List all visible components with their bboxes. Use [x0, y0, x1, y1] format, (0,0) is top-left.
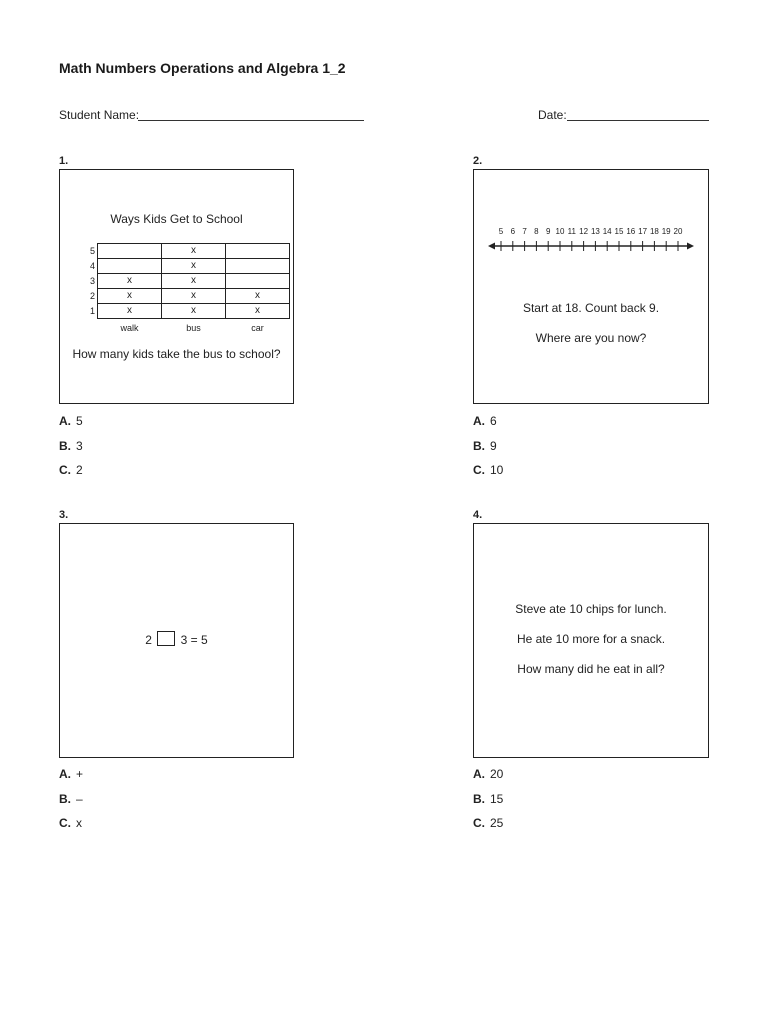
question-2-line-1: Start at 18. Count back 9. [522, 301, 660, 315]
graph-title: Ways Kids Get to School [110, 212, 243, 226]
pictograph-cell: x [98, 304, 162, 319]
pictograph-cell: x [162, 304, 226, 319]
number-line-label: 12 [579, 227, 589, 236]
q2-option-a[interactable]: A. 6 [473, 414, 497, 428]
date-label: Date: [538, 108, 567, 122]
pictograph-cell [226, 244, 290, 259]
operator-blank-box[interactable] [157, 631, 175, 646]
left-arrow-icon [488, 243, 495, 250]
number-line-label: 9 [545, 227, 551, 236]
q2-option-c[interactable]: C. 10 [473, 463, 504, 477]
question-4-line-3: How many did he eat in all? [517, 662, 665, 676]
question-3-number: 3. [59, 509, 69, 521]
pictograph-cell: x [162, 244, 226, 259]
number-line-label: 7 [522, 227, 527, 236]
question-4-line-2: He ate 10 more for a snack. [516, 632, 666, 646]
pictograph-cell [98, 244, 162, 259]
number-line-label: 17 [638, 227, 648, 236]
number-line-label: 20 [673, 227, 683, 236]
pictograph-cell [98, 259, 162, 274]
worksheet-title: Math Numbers Operations and Algebra 1_2 [59, 60, 346, 76]
y-axis-label: 4 [89, 261, 95, 271]
question-1-box [59, 169, 294, 404]
pictograph-row [84, 244, 290, 259]
y-axis-label: 2 [89, 291, 95, 301]
q3-option-c[interactable]: C. x [59, 816, 82, 830]
question-3-box [59, 523, 294, 758]
pictograph-row [84, 304, 290, 319]
date-line[interactable] [567, 120, 709, 121]
y-axis-label: 5 [89, 246, 95, 256]
pictograph-cell: x [162, 259, 226, 274]
number-line-label: 11 [567, 227, 576, 236]
pictograph-row [84, 289, 290, 304]
number-line-label: 10 [555, 227, 565, 236]
question-1-text: How many kids take the bus to school? [72, 347, 281, 361]
question-4-line-1: Steve ate 10 chips for lunch. [515, 602, 667, 616]
q4-option-b[interactable]: B. 15 [473, 792, 504, 806]
question-4-number: 4. [473, 509, 483, 521]
q3-option-b[interactable]: B. – [59, 792, 83, 806]
number-line-label: 15 [614, 227, 624, 236]
q1-option-c[interactable]: C. 2 [59, 463, 83, 477]
pictograph-cell: x [162, 289, 226, 304]
number-line-label: 16 [626, 227, 636, 236]
q1-option-b[interactable]: B. 3 [59, 439, 83, 453]
pictograph-cell: x [98, 274, 162, 289]
y-axis-label: 3 [89, 276, 95, 286]
pictograph-cell: x [98, 289, 162, 304]
question-2-number: 2. [473, 155, 483, 167]
pictograph-x-labels [84, 319, 290, 335]
question-4-box [473, 523, 709, 758]
equation-left: 2 [145, 633, 152, 647]
student-name-label: Student Name: [59, 108, 140, 122]
pictograph-row [84, 259, 290, 274]
x-axis-label: bus [186, 323, 201, 333]
pictograph-corner [84, 319, 98, 335]
number-line-label: 5 [498, 227, 504, 236]
right-arrow-icon [687, 243, 694, 250]
pictograph-cell [226, 259, 290, 274]
pictograph-cell [226, 274, 290, 289]
pictograph-cell: x [226, 289, 290, 304]
question-2-box [473, 169, 709, 404]
q3-option-a[interactable]: A. + [59, 767, 84, 781]
number-line [474, 222, 708, 262]
number-line-label: 8 [534, 227, 539, 236]
y-axis-label: 1 [89, 306, 95, 316]
student-name-line[interactable] [138, 120, 364, 121]
q4-option-a[interactable]: A. 20 [473, 767, 504, 781]
x-axis-label: walk [120, 323, 139, 333]
q2-option-b[interactable]: B. 9 [473, 439, 497, 453]
q4-option-c[interactable]: C. 25 [473, 816, 504, 830]
equation [60, 631, 293, 647]
number-line-label: 14 [602, 227, 612, 236]
x-axis-label: car [251, 323, 264, 333]
pictograph-row [84, 274, 290, 289]
number-line-label: 19 [661, 227, 671, 236]
pictograph-cell: x [226, 304, 290, 319]
number-line-label: 18 [649, 227, 659, 236]
number-line-label: 13 [590, 227, 600, 236]
pictograph-cell: x [162, 274, 226, 289]
pictograph [84, 243, 290, 334]
number-line-label: 6 [510, 227, 516, 236]
question-1-number: 1. [59, 155, 69, 167]
question-2-line-2: Where are you now? [535, 331, 647, 345]
q1-option-a[interactable]: A. 5 [59, 414, 83, 428]
equation-right: 3 = 5 [180, 633, 208, 647]
